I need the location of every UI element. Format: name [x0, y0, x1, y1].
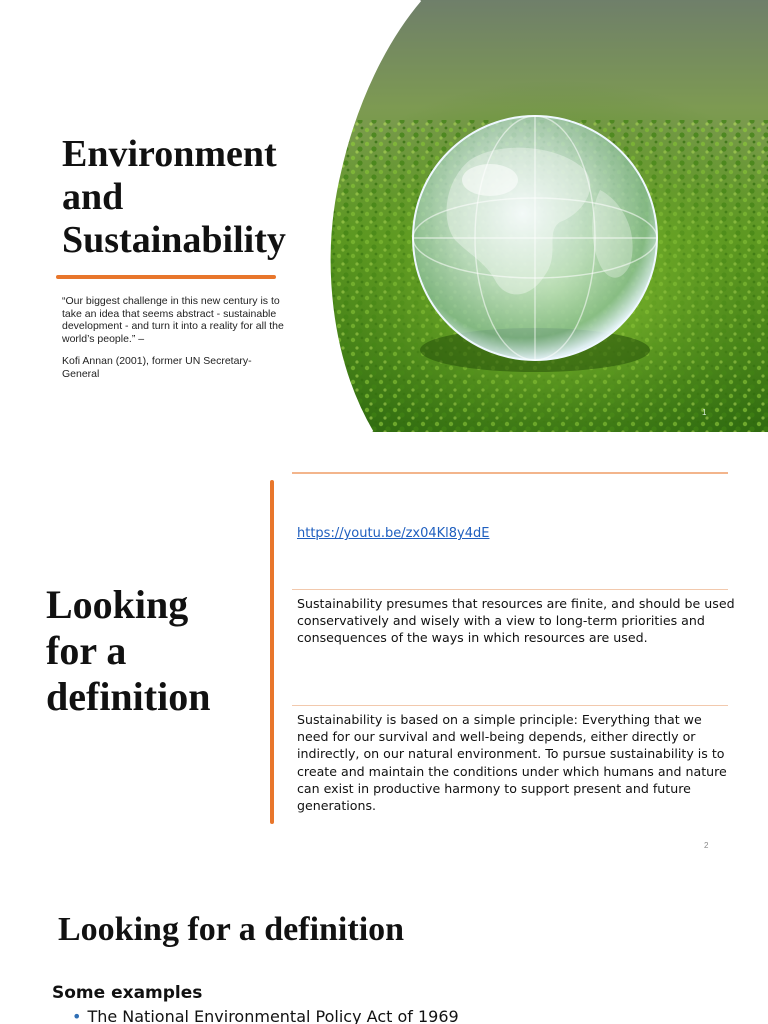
kofi-annan-quote: “Our biggest challenge in this new century is to take an idea that seems abstract - sustainable development - and turn it into a reality for all the world’s people.” – — [62, 295, 284, 345]
slide-2-title — [46, 582, 266, 720]
youtube-link[interactable]: https://youtu.be/zx04Kl8y4dE — [297, 526, 490, 541]
vertical-divider — [270, 480, 274, 824]
bullet-icon: • — [72, 1007, 82, 1024]
title-line-looking: Looking — [46, 582, 189, 627]
title-line-for-a: for a — [46, 628, 127, 673]
page-number: 1 — [702, 408, 707, 417]
title-underline — [56, 275, 276, 279]
slide-2 — [0, 440, 768, 872]
separator-2 — [292, 705, 728, 706]
slide-3 — [0, 880, 768, 1024]
title-line-definition: definition — [46, 674, 211, 719]
title-line-sustainability: Sustainability — [62, 219, 286, 261]
bullet-text: The National Environmental Policy Act of 1969 — [87, 1007, 459, 1024]
quote-attribution: Kofi Annan (2001), former UN Secretary-General — [62, 355, 252, 380]
definition-paragraph-2: Sustainability is based on a simple principle: Everything that we need for our survival and well-being depends, either directly or indirectly, on our natural environment. To pursue sustainability is to create and maintain the conditions under which humans and nature can exist in productive harmony to support present and future generations. — [297, 712, 727, 814]
slide-3-title: Looking for a definition — [58, 911, 405, 948]
examples-heading: Some examples — [52, 983, 203, 1003]
slide-1-title — [62, 133, 322, 262]
title-line-and: and — [62, 176, 124, 218]
separator-1 — [292, 589, 728, 590]
page-number: 2 — [704, 841, 709, 850]
slide-1 — [0, 0, 768, 432]
definition-paragraph-1: Sustainability presumes that resources are finite, and should be used conservatively and wisely with a view to long-term priorities and consequences of the ways in which resources are used. — [297, 596, 735, 646]
title-line-environment: Environment — [62, 133, 277, 175]
top-separator — [292, 472, 728, 474]
list-item — [72, 1007, 459, 1024]
